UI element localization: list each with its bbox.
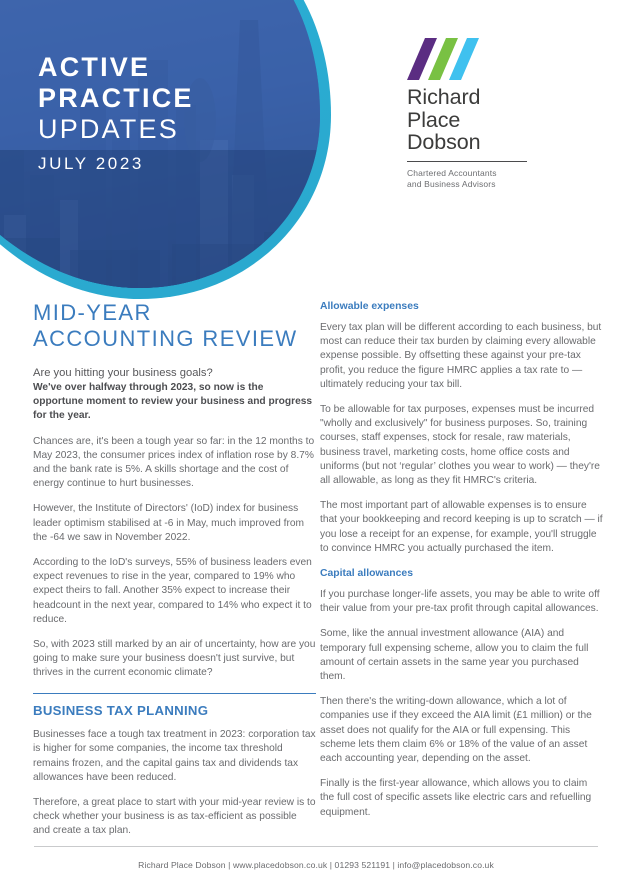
hero-issue-date: JULY 2023	[38, 154, 144, 173]
body-paragraph: However, the Institute of Directors' (IoD) index for business leader optimism stabilised at -6 in May, much improved from the -64 we saw in November 2022.	[33, 503, 305, 543]
body-paragraph: According to the IoD's surveys, 55% of business leaders even expect revenues to rise in the year, compared to 19% who expect theirs to fall. Another 35% expect to increase their headcount in the next year, compared to 14% who expect it to reduce.	[33, 557, 312, 625]
body-paragraph: If you purchase longer-life assets, you may be able to write off their value from your pre-tax profit through capital allowances.	[320, 589, 600, 615]
logo-mark-icon	[407, 38, 479, 80]
right-column	[320, 300, 603, 831]
article-deck: Are you hitting your business goals?	[33, 367, 213, 379]
page-title-line-2: ACCOUNTING REVIEW	[33, 326, 298, 351]
page-header	[0, 0, 632, 300]
left-column	[33, 300, 316, 850]
company-logo	[398, 38, 558, 190]
footer-divider	[34, 846, 598, 847]
logo-word-3: Dobson	[407, 130, 481, 154]
logo-tagline	[407, 168, 558, 190]
body-paragraph: Businesses face a tough tax treatment in 2023: corporation tax is higher for some companies, the income tax threshold remains frozen, and the capital gains tax and dividends tax allowances have been reduced.	[33, 729, 316, 783]
hero-title-block	[38, 52, 278, 174]
page-title-line-1: MID-YEAR	[33, 300, 152, 325]
section-heading: BUSINESS TAX PLANNING	[33, 703, 209, 719]
logo-word-2: Place	[407, 107, 461, 132]
logo-tagline-line-2: and Business Advisors	[407, 179, 496, 190]
page-footer	[0, 840, 632, 895]
lead-paragraph: We've over halfway through 2023, so now is the opportune moment to review your business and progress for the year.	[33, 382, 313, 422]
body-paragraph: So, with 2023 still marked by an air of uncertainty, how are you going to make sure your business doesn't just survive, but thrives in the current economic climate?	[33, 639, 316, 679]
body-paragraph: Some, like the annual investment allowance (AIA) and temporary full expensing scheme, allow you to claim the full amount of certain assets in the same year you purchased them.	[320, 628, 589, 683]
body-paragraph: To be allowable for tax purposes, expenses must be incurred "wholly and exclusively" for business purposes. So, training courses, staff expenses, stock for resale, raw materials, business travel, marketing costs, home office costs and uniforms (but not ‘regular’ clothes you wear to work) — they're all allowable, as long as they fit HMRC's criteria.	[320, 404, 600, 487]
hero-title-line-2: PRACTICE	[38, 83, 194, 113]
body-paragraph: Finally is the first-year allowance, which allows you to claim the full cost of specific assets like electric cars and refuelling equipment.	[320, 778, 592, 818]
body-paragraph: Every tax plan will be different according to each business, but most can reduce their tax burden by claiming every allowable expense possible. By offsetting these against your pre-tax profit, you reduce the figure HMRC applies a tax rate to — ultimately reducing your tax bill.	[320, 322, 602, 390]
hero-title-line-3: UPDATES	[38, 114, 179, 144]
logo-tagline-line-1: Chartered Accountants	[407, 168, 497, 179]
sub-heading: Allowable expenses	[320, 301, 419, 312]
footer-contact-line: Richard Place Dobson | www.placedobson.co.uk | 01293 521191 | info@placedobson.co.uk	[138, 860, 494, 870]
hero-title-line-1: ACTIVE	[38, 52, 151, 82]
sub-heading: Capital allowances	[320, 568, 413, 580]
logo-divider	[407, 161, 527, 163]
body-paragraph: Therefore, a great place to start with your mid-year review is to check whether your business is as tax-efficient as possible and create a tax plan.	[33, 797, 316, 837]
page-title	[33, 300, 316, 352]
logo-wordmark	[407, 86, 558, 154]
left-column-blocks	[33, 381, 316, 839]
body-paragraph: The most important part of allowable expenses is to ensure that your bookkeeping and record keeping is up to scratch — if you lose a receipt for an expense, for example, you'll struggle to convince HMRC you actually purchased the item.	[320, 500, 603, 554]
section-divider	[33, 693, 316, 695]
right-column-blocks	[320, 300, 603, 820]
logo-word-1: Richard	[407, 85, 481, 109]
body-paragraph: Then there's the writing-down allowance, which a lot of companies use if they exceed the AIA limit (£1 million) or the asset does not qualify for the AIA or full expensing. This scheme lets them claim 6% or 18% of the value of an asset each accounting year, depending on the asset.	[320, 696, 592, 765]
body-paragraph: Chances are, it's been a tough year so far: in the 12 months to May 2023, the consumer prices index of inflation rose by 8.7% and the bank rate is 5%. A skills shortage and the cost of energy continue to hurt businesses.	[33, 435, 315, 490]
